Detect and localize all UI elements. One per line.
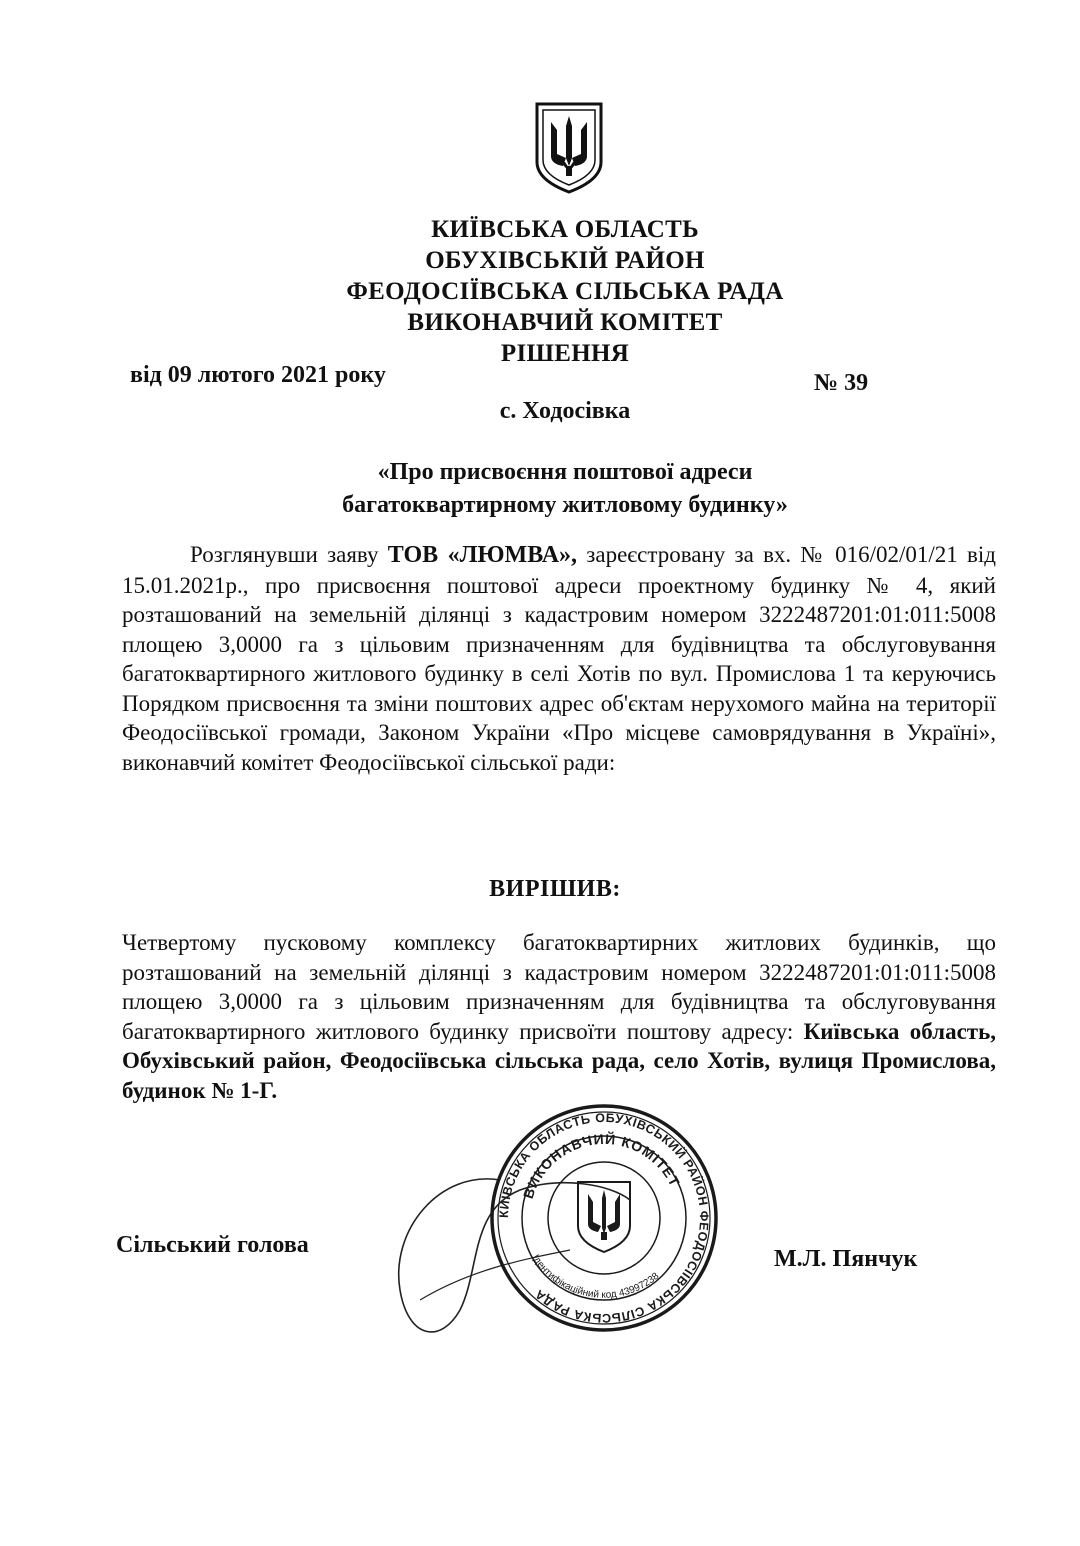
stamp-outer-text: КИЇВСЬКА ОБЛАСТЬ ОБУХІВСЬКИЙ РАЙОН ФЕОДОСІЇВСЬКА СІЛЬСЬКА РАДА xyxy=(496,1110,712,1326)
document-header xyxy=(0,214,1080,369)
signer-title: Сільський голова xyxy=(116,1232,309,1258)
decision-place: с. Ходосівка xyxy=(499,398,631,424)
stamp-inner-text: ВИКОНАВЧИЙ КОМІТЕТ xyxy=(519,1130,684,1201)
subject-line-1: «Про присвоєння поштової адреси xyxy=(377,459,753,485)
stamp-code-text: Ідентифікаційний код 43997238 xyxy=(529,1252,662,1301)
official-stamp xyxy=(488,1102,720,1334)
preamble-start: Розглянувши заяву xyxy=(190,542,388,567)
subject-line-2: багатоквартирному житловому будинку» xyxy=(342,492,788,518)
header-committee: ВИКОНАВЧИЙ КОМІТЕТ xyxy=(407,309,723,336)
decision-date: від 09 лютого 2021 року xyxy=(130,362,386,388)
header-region: КИЇВСЬКА ОБЛАСТЬ xyxy=(431,216,699,243)
header-district: ОБУХІВСЬКІЙ РАЙОН xyxy=(425,247,705,274)
signer-name: М.Л. Пянчук xyxy=(774,1246,918,1272)
assigned-address: Київська область, Обухівський район, Феодосіївська сільська рада, село Хотів, вулиця Промислова, будинок № 1-Г. xyxy=(122,1018,996,1103)
decision-subject xyxy=(0,456,1080,522)
trident-emblem-icon xyxy=(533,100,605,196)
decision-number: № 39 xyxy=(814,370,869,396)
preamble-rest: зареєстровану за вх. № 016/02/01/21 від 15.01.2021р., про присвоєння поштової адреси проектному будинку № 4, який розташований на земельній ділянці з кадастровим номером 3222487201:01:011:5008 площею 3,0000 га з цільовим призначенням для будівництва та обслуговування багатоквартирного житлового будинку в селі Хотів по вул. Промислова 1 та керуючись Порядком присвоєння та зміни поштових адрес об'єктам нерухомого майна на території Феодосіївської громади, Законом України «Про місцеве самоврядування в Україні», виконавчий комітет Феодосіївської сільської ради: xyxy=(122,542,996,775)
header-doc-type: РІШЕННЯ xyxy=(500,340,630,367)
header-council: ФЕОДОСІЇВСЬКА СІЛЬСЬКА РАДА xyxy=(346,278,784,305)
stamp-trident-icon xyxy=(578,1182,630,1252)
preamble-paragraph xyxy=(122,540,996,777)
applicant-company: ТОВ «ЛЮМВА», xyxy=(387,542,578,568)
decided-heading: ВИРІШИВ: xyxy=(489,876,621,902)
resolution-text: Четвертому пусковому комплексу багатоквартирних житлових будинків, що розташований на земельній ділянці з кадастровим номером 3222487201:01:011:5008 площею 3,0000 га з цільовим призначенням для будівництва та обслуговування багатоквартирного житлового будинку присвоїти поштову адресу: xyxy=(122,930,996,1044)
resolution-paragraph xyxy=(122,928,996,1105)
